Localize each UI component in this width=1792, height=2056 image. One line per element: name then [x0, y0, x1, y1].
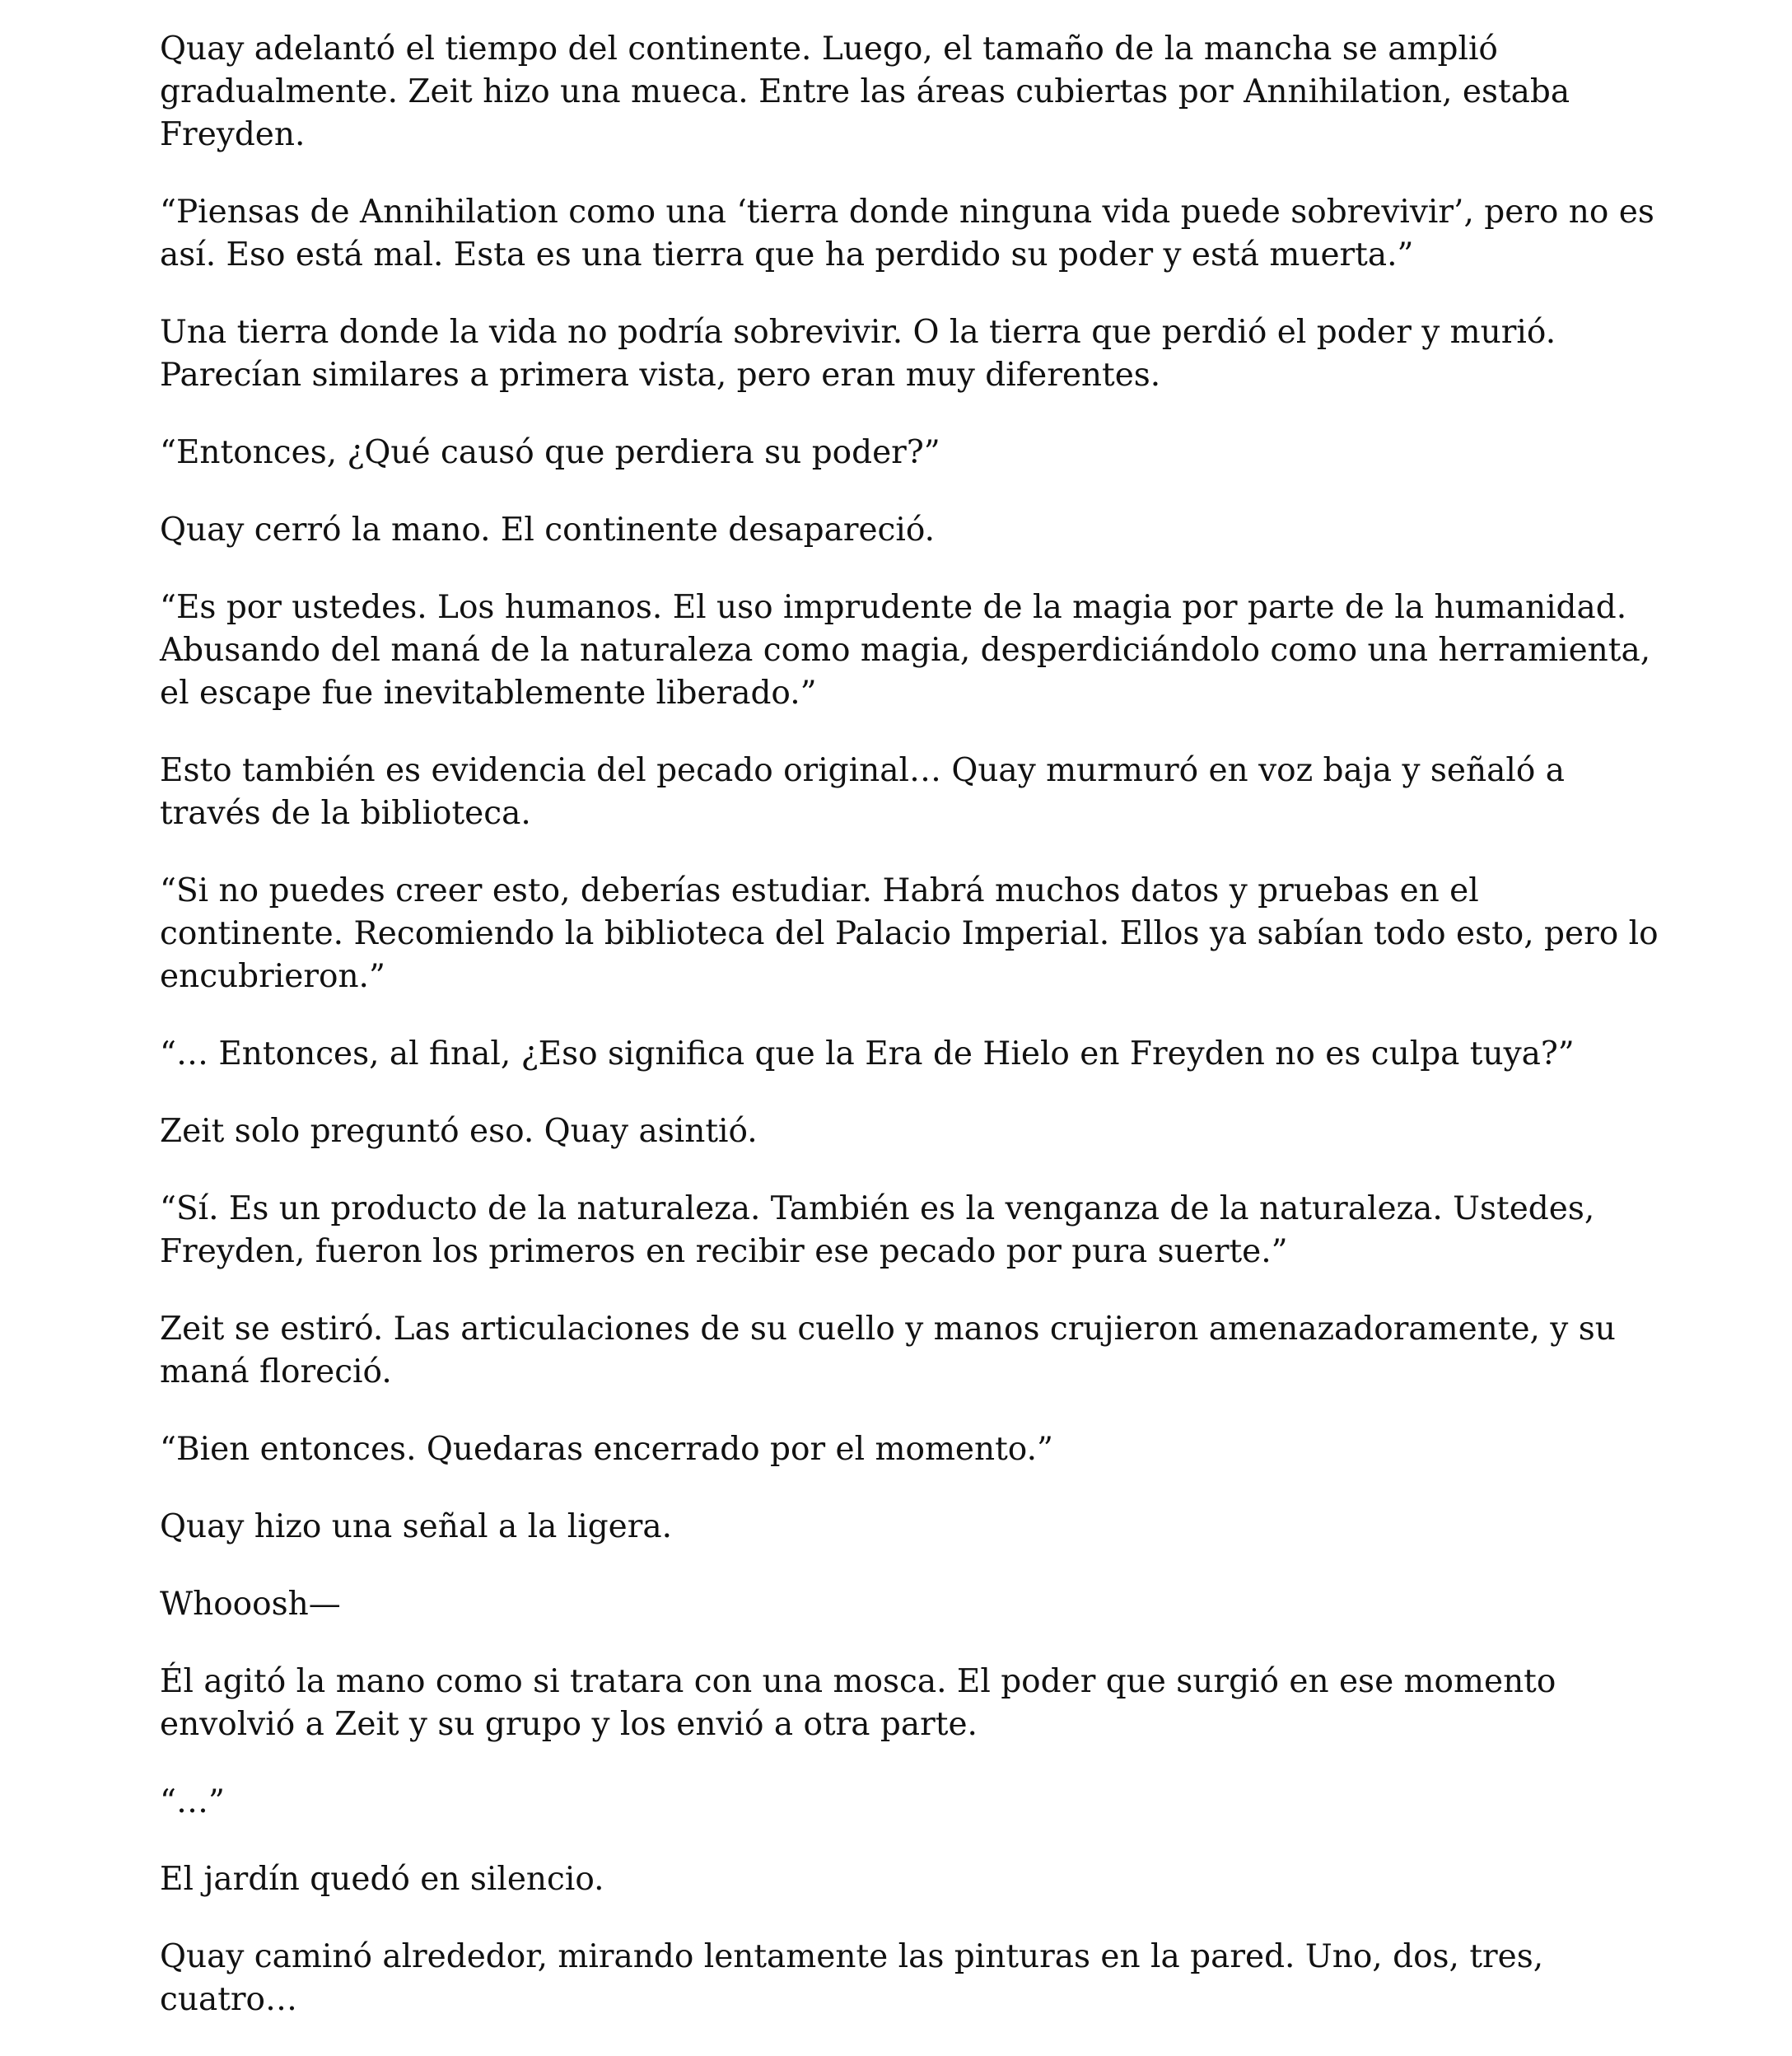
document-body: [160, 28, 1659, 2056]
paragraph: “Piensas de Annihilation como una ‘tierra donde ninguna vida puede sobrevivir’, pero no es así. Eso está mal. Esta es una tierra que ha perdido su poder y está muerta.”: [160, 194, 1654, 273]
paragraph: Whooosh—: [160, 1586, 341, 1623]
paragraph: “…”: [160, 1783, 225, 1820]
paragraph: Esto también es evidencia del pecado original… Quay murmuró en voz baja y señaló a través de la biblioteca.: [160, 752, 1565, 832]
paragraph: Quay hizo una señal a la ligera.: [160, 1508, 673, 1545]
paragraph: Él agitó la mano como si tratara con una mosca. El poder que surgió en ese momento envolvió a Zeit y su grupo y los envió a otra parte.: [160, 1663, 1556, 1743]
paragraph: “Sí. Es un producto de la naturaleza. También es la venganza de la naturaleza. Ustedes, Freyden, fueron los primeros en recibir ese pecado por pura suerte.”: [160, 1190, 1595, 1270]
paragraph: “… Entonces, al final, ¿Eso significa que la Era de Hielo en Freyden no es culpa tuya?”: [160, 1035, 1575, 1072]
paragraph: Quay cerró la mano. El continente desapareció.: [160, 512, 936, 549]
paragraph: Quay caminó alrededor, mirando lentamente las pinturas en la pared. Uno, dos, tres, cuatro…: [160, 1938, 1544, 2018]
paragraph: Quay adelantó el tiempo del continente. Luego, el tamaño de la mancha se amplió gradualmente. Zeit hizo una mueca. Entre las áreas cubiertas por Annihilation, estaba Freyden.: [160, 30, 1570, 153]
paragraph: Zeit solo preguntó eso. Quay asintió.: [160, 1113, 758, 1150]
paragraph: “Entonces, ¿Qué causó que perdiera su poder?”: [160, 434, 940, 471]
paragraph: Zeit se estiró. Las articulaciones de su cuello y manos crujieron amenazadoramente, y su maná floreció.: [160, 1311, 1616, 1390]
paragraph: El jardín quedó en silencio.: [160, 1861, 604, 1898]
paragraph: “Si no puedes creer esto, deberías estudiar. Habrá muchos datos y pruebas en el continente. Recomiendo la biblioteca del Palacio Imperial. Ellos ya sabían todo esto, pero lo encubrieron.”: [160, 872, 1659, 995]
paragraph: Una tierra donde la vida no podría sobrevivir. O la tierra que perdió el poder y murió. Parecían similares a primera vista, pero eran muy diferentes.: [160, 314, 1556, 394]
paragraph: “Bien entonces. Quedaras encerrado por el momento.”: [160, 1431, 1053, 1468]
paragraph: “Es por ustedes. Los humanos. El uso imprudente de la magia por parte de la humanidad. Abusando del maná de la naturaleza como magia, desperdiciándolo como una herramienta, el escape fue inevitablemente liberado.”: [160, 589, 1651, 712]
